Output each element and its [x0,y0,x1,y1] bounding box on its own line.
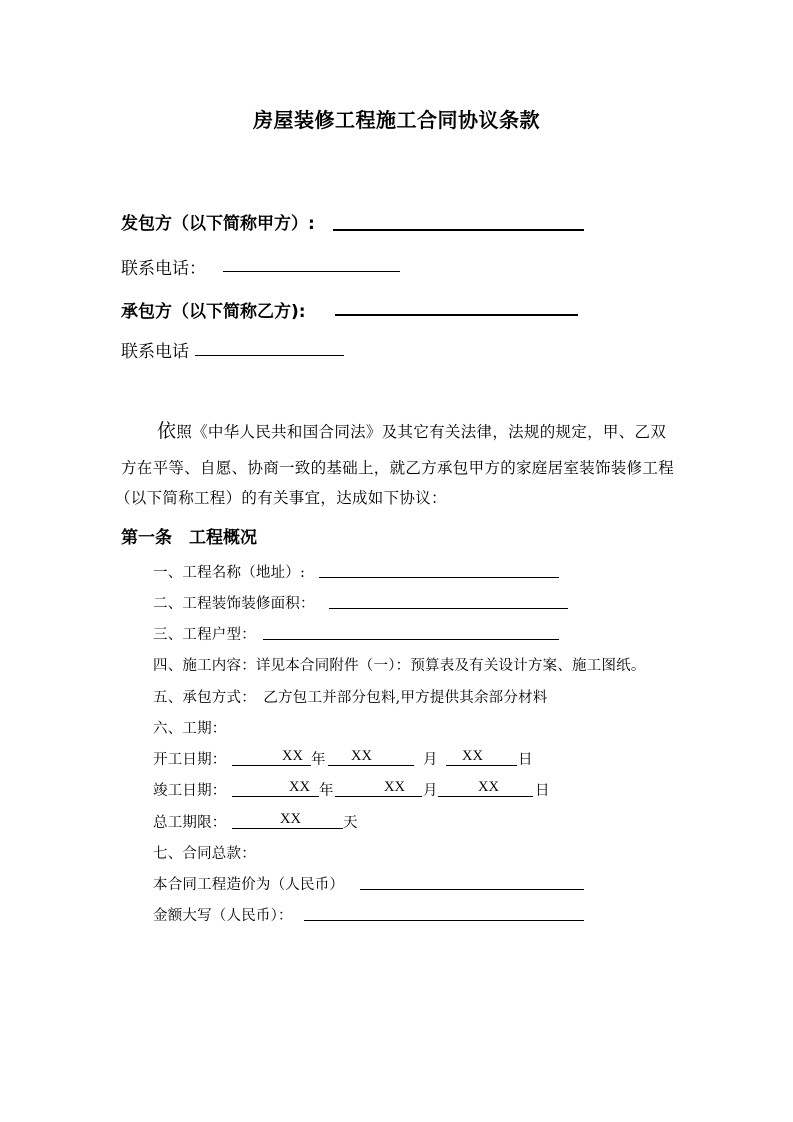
start-day-field[interactable] [446,765,517,766]
intro-line-3: （以下简称工程）的有关事宜，达成如下协议： [115,489,447,507]
party-a-label: 发包方（以下简称甲方）: [121,214,315,234]
party-a-field[interactable] [333,229,584,231]
party-b-phone-field[interactable] [195,355,344,356]
start-month-value: XX [351,748,372,764]
amount-words-label: 金额大写（人民币）： [153,908,293,924]
total-heading: 七、合同总款： [153,846,256,862]
duration-value: XX [280,811,301,827]
item-layout: 三、工程户型： [153,627,256,643]
end-day-value: XX [478,779,499,795]
party-a-phone-label: 联系电话： [121,259,206,279]
end-month-value: XX [384,779,405,795]
end-year-field[interactable] [232,796,319,797]
party-b-phone-label: 联系电话 [121,342,189,362]
start-year-unit: 年 [311,752,326,768]
end-year-unit: 年 [319,783,334,799]
intro-line-2: 方在平等、自愿、协商一致的基础上，就乙方承包甲方的家庭居室装饰装修工程 [121,459,675,477]
start-date-label: 开工日期： [153,752,227,768]
amount-words-field[interactable] [304,920,584,921]
party-b-field[interactable] [335,314,578,316]
duration-unit: 天 [343,815,358,831]
item-area: 二、工程装饰装修面积： [153,596,315,612]
duration-label: 总工期限： [153,815,227,831]
price-label: 本合同工程造价为（人民币） [153,877,345,893]
layout-field[interactable] [263,639,559,640]
end-month-field[interactable] [335,796,422,797]
item-contract-mode: 五、承包方式： 乙方包工并部分包料,甲方提供其余部分材料 [153,690,548,706]
end-year-value: XX [289,779,310,795]
duration-field[interactable] [232,828,343,829]
intro-line-1 [157,416,666,443]
document-title: 房屋装修工程施工合同协议条款 [253,108,540,132]
start-day-value: XX [462,748,483,764]
end-day-unit: 日 [535,783,550,799]
start-month-unit: 月 [423,752,438,768]
item-content: 四、施工内容：详见本合同附件（一）：预算表及有关设计方案、施工图纸。 [153,658,646,674]
area-field[interactable] [329,608,568,609]
item-period: 六、工期： [153,721,227,737]
price-field[interactable] [360,889,584,890]
end-date-label: 竣工日期： [153,783,227,799]
party-b-label: 承包方（以下简称乙方): [121,302,306,322]
project-name-field[interactable] [319,577,559,578]
start-year-field[interactable] [232,765,311,766]
section-heading: 第一条 工程概况 [121,528,257,548]
intro-line-1-text: 照《中华人民共和国合同法》及其它有关法律，法规的规定，甲、乙双 [176,423,667,441]
end-day-field[interactable] [438,796,533,797]
end-month-unit: 月 [423,783,438,799]
item-project-name: 一、工程名称（地址）: [153,565,306,581]
start-month-field[interactable] [328,765,414,766]
start-year-value: XX [282,748,303,764]
intro-first-char: 依 [157,420,177,442]
party-a-phone-field[interactable] [223,271,400,272]
start-day-unit: 日 [518,752,533,768]
